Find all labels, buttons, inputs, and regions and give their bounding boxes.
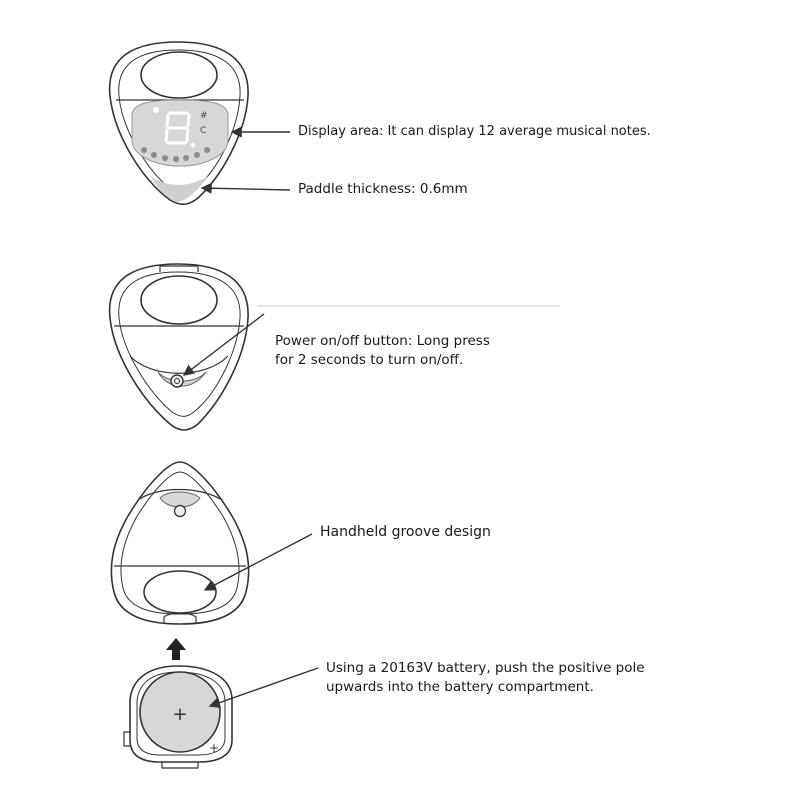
- display-note-letter: C: [200, 126, 207, 136]
- grip-recess-bottom: [144, 571, 216, 613]
- pick-back-outline: [110, 264, 249, 430]
- thickness-arrow: [202, 188, 290, 190]
- pick-front-tip-shading: [150, 175, 208, 202]
- grip-recess-top: [141, 52, 217, 98]
- insert-up-arrow: [166, 638, 186, 660]
- pick-front-view: [110, 42, 249, 204]
- display-sharp-symbol: #: [200, 111, 208, 121]
- paddle-thickness-caption: Paddle thickness: 0.6mm: [298, 181, 468, 197]
- pick-groove-view: [111, 462, 248, 624]
- pick-back-view: [110, 264, 249, 430]
- groove-caption: Handheld groove design: [320, 524, 491, 540]
- battery-arrow: [210, 668, 318, 706]
- display-panel: [132, 100, 228, 166]
- groove-arrow: [205, 534, 312, 590]
- flat-indicator-dot: [153, 107, 159, 113]
- power-button: [171, 375, 183, 387]
- power-button-caption: Power on/off button: Long press for 2 seconds to turn on/off.: [275, 333, 490, 368]
- battery-bottom-tab: [162, 762, 198, 768]
- battery-cover-tab: [160, 266, 198, 272]
- button-recess-top: [160, 492, 200, 507]
- power-button-top: [175, 506, 186, 517]
- pick-groove-outline: [111, 462, 248, 624]
- display-area-caption: Display area: It can display 12 average musical notes.: [298, 124, 651, 139]
- battery-slot: [164, 613, 196, 624]
- battery-caption: Using a 20163V battery, push the positive pole upwards into the battery compartment.: [326, 660, 645, 695]
- power-button-arrow: [184, 314, 264, 375]
- battery-center-plus: +: [172, 704, 188, 725]
- power-dot: [191, 143, 195, 147]
- power-button-housing: [130, 356, 228, 373]
- battery-corner-plus: +: [208, 741, 220, 755]
- grip-recess-back: [141, 276, 217, 324]
